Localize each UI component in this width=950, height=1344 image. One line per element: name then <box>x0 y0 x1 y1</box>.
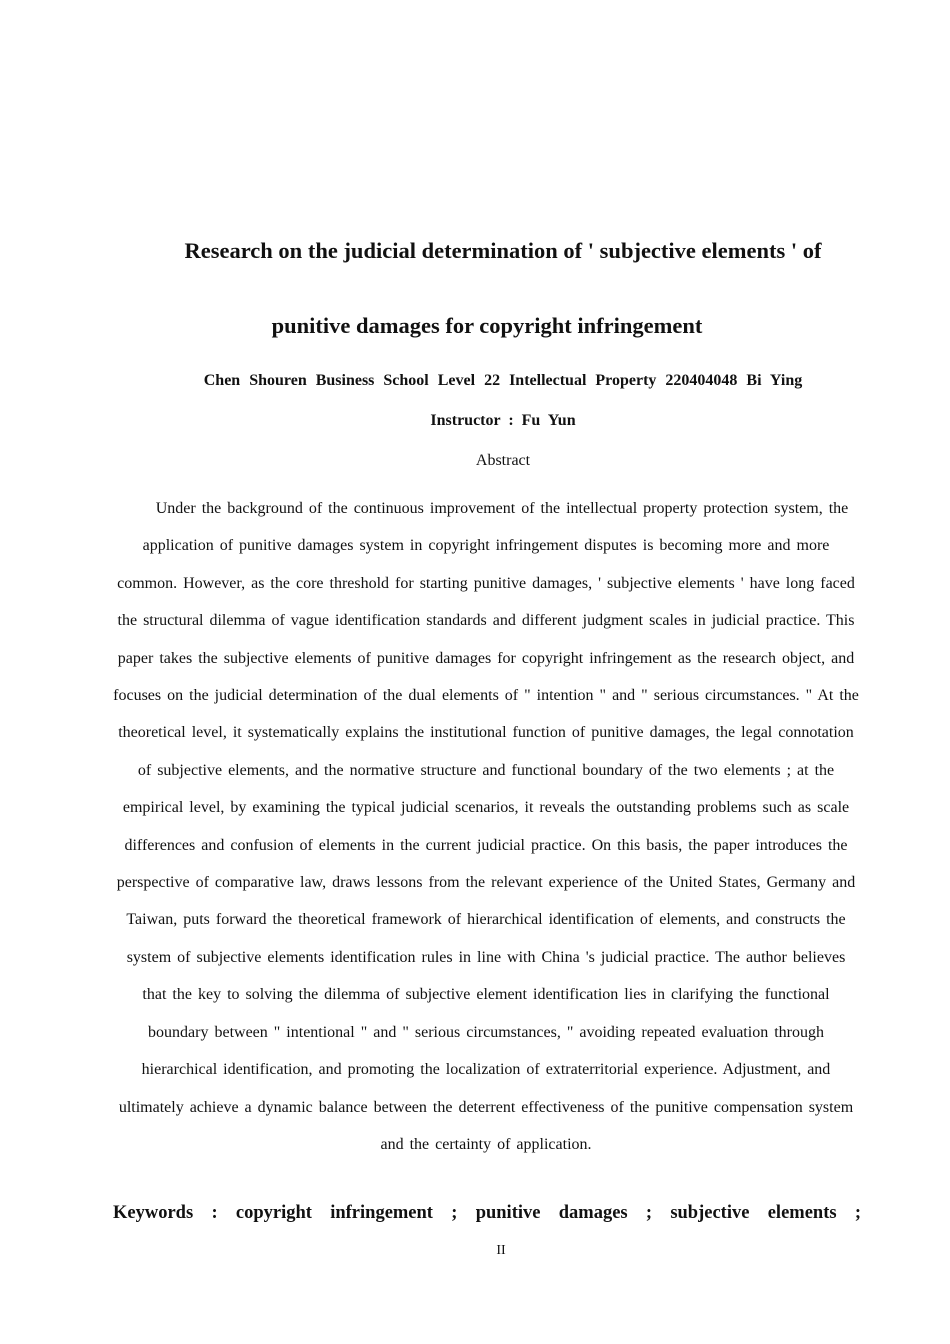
paper-title-line-2: punitive damages for copyright infringement <box>271 313 703 338</box>
paper-title-line-1: Research on the judicial determination of ' subjective elements ' of <box>184 238 822 263</box>
page-number: II <box>496 1243 506 1258</box>
abstract-text: Under the background of the continuous improvement of the intellectual property protection system, the application of punitive damages system in copyright infringement disputes is becoming more and more common. However, as the core threshold for starting punitive damages, ' subjective elements ' have long faced the structural dilemma of vague identification standards and different judgment scales in judicial practice. This paper takes the subjective elements of punitive damages for copyright infringement as the research object, and focuses on the judicial determination of the dual elements of " intention " and " serious circumstances. " At the theoretical level, it systematically explains the institutional function of punitive damages, the legal connotation of subjective elements, and the normative structure and functional boundary of the two elements ; at the empirical level, by examining the typical judicial scenarios, it reveals the outstanding problems such as scale differences and confusion of elements in the current judicial practice. On this basis, the paper introduces the perspective of comparative law, draws lessons from the relevant experience of the United States, Germany and Taiwan, puts forward the theoretical framework of hierarchical identification of elements, and constructs the system of subjective elements identification rules in line with China 's judicial practice. The author believes that the key to solving the dilemma of subjective element identification lies in clarifying the functional boundary between " intentional " and " serious circumstances, " avoiding repeated evaluation through hierarchical identification, and promoting the localization of extraterritorial experience. Adjustment, and ultimately achieve a dynamic balance between the deterrent effectiveness of the punitive compensation system and the certainty of application. <box>113 500 859 1153</box>
keywords-line: Keywords : copyright infringement ; punitive damages ; subjective elements ; <box>113 1203 861 1223</box>
author-line: Chen Shouren Business School Level 22 Intellectual Property 220404048 Bi Ying <box>203 372 803 389</box>
abstract-body <box>112 490 860 1163</box>
abstract-heading: Abstract <box>475 452 531 469</box>
instructor-line: Instructor : Fu Yun <box>430 412 576 429</box>
